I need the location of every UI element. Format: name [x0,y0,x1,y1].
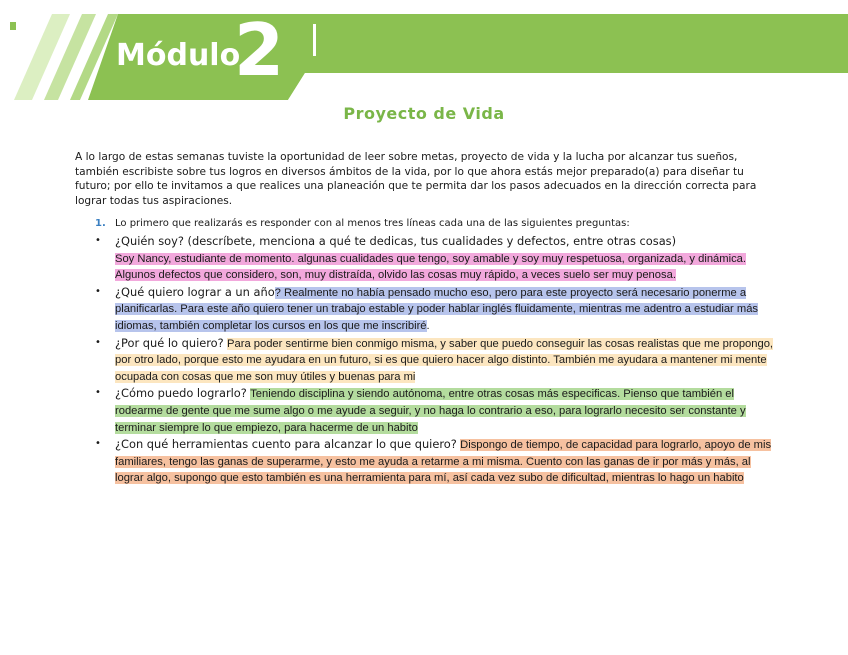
intro-paragraph: A lo largo de estas semanas tuviste la oportunidad de leer sobre metas, proyecto de vida y la lucha por alcanzar tus sueños, también escribiste sobre tus logros en diversos ámbitos de la vida, por lo que ahora estás mejor preparado(a) para diseñar tu futuro; por ello te invitamos a que realices una planeación que te permita dar los pasos adecuados en la dirección correcta para lograr todas tus aspiraciones. [75,151,757,207]
question-text: ¿Qué quiero lograr a un año [115,284,275,299]
answer-text: Soy Nancy, estudiante de momento. algunas cualidades que tengo, soy amable y soy muy respetuosa, organizada, y dinámica. Algunos defectos que considero, son, muy distraída, olvido las cosas muy rápido, a veces suelo ser muy penosa. [115,252,747,282]
list-item [75,284,775,335]
bullet-icon: • [95,235,101,246]
answer-text: ? Realmente no había pensado mucho eso, pero para este proyecto será necesario ponerme a planificarlas. Para este año quiero tener un trabajo estable y poder hablar inglés fluidamente, mientras me adentro a estudiar más idiomas, también completar los cursos en los que me inscribiré [115,286,759,332]
list-item [75,335,775,386]
question-text: ¿Con qué herramientas cuento para alcanzar lo que quiero? [115,437,457,452]
banner-divider [313,24,316,56]
answer-text: Dispongo de tiempo, de capacidad para lograrlo, apoyo de mis familiares, tengo las ganas de superarme, y esto me ayuda a retarme a mi misma. Cuento con las ganas de ir por más y más, al lograr algo, supongo que esto también es una herramienta para mí, así cada vez subo de dificultad, mientras lo hago un habito [115,439,772,485]
question-text: ¿Cómo puedo lograrlo? [115,386,247,401]
instruction-item [75,216,775,233]
module-label: Módulo [116,38,241,73]
question-text: ¿Por qué lo quiero? [115,335,224,350]
instruction-text: Lo primero que realizarás es responder con al menos tres líneas cada una de las siguientes preguntas: [115,218,630,229]
page-title: Proyecto de Vida [343,104,505,123]
module-number: 2 [234,8,285,92]
aprende-en-casa-logo [0,0,42,34]
bullet-icon: • [95,387,101,399]
bullet-icon: • [95,438,101,450]
answer-tail: . [426,319,430,332]
banner-cutout [288,73,848,100]
instruction-number: 1. [95,218,106,229]
bullet-icon: • [95,285,101,297]
answer-text: Teniendo disciplina y siendo autónoma, entre otras cosas más especificas. Pienso que también el rodearme de gente que me sume algo o me ayude a seguir, y no haga lo contrario a eso, para lograrlo necesito ser constante y terminar siempre lo que empiezo, para hacerme de un habito [115,388,746,434]
module-banner [0,0,848,100]
question-list [75,216,775,487]
bullet-icon: • [95,336,101,348]
answer-text: Para poder sentirme bien conmigo misma, y saber que puedo conseguir las cosas realistas que me propongo, por otro lado, porque esto me ayudara en un futuro, si es que quiero hacer algo distinto. También me ayudara a mantener mi mente ocupada con cosas que me son muy útiles y buenas para mi [115,337,774,383]
list-item [75,436,775,487]
question-text: ¿Quién soy? (descríbete, menciona a qué te dedicas, tus cualidades y defectos, entre otras cosas) [115,234,677,248]
list-item [75,233,775,284]
list-item [75,385,775,436]
